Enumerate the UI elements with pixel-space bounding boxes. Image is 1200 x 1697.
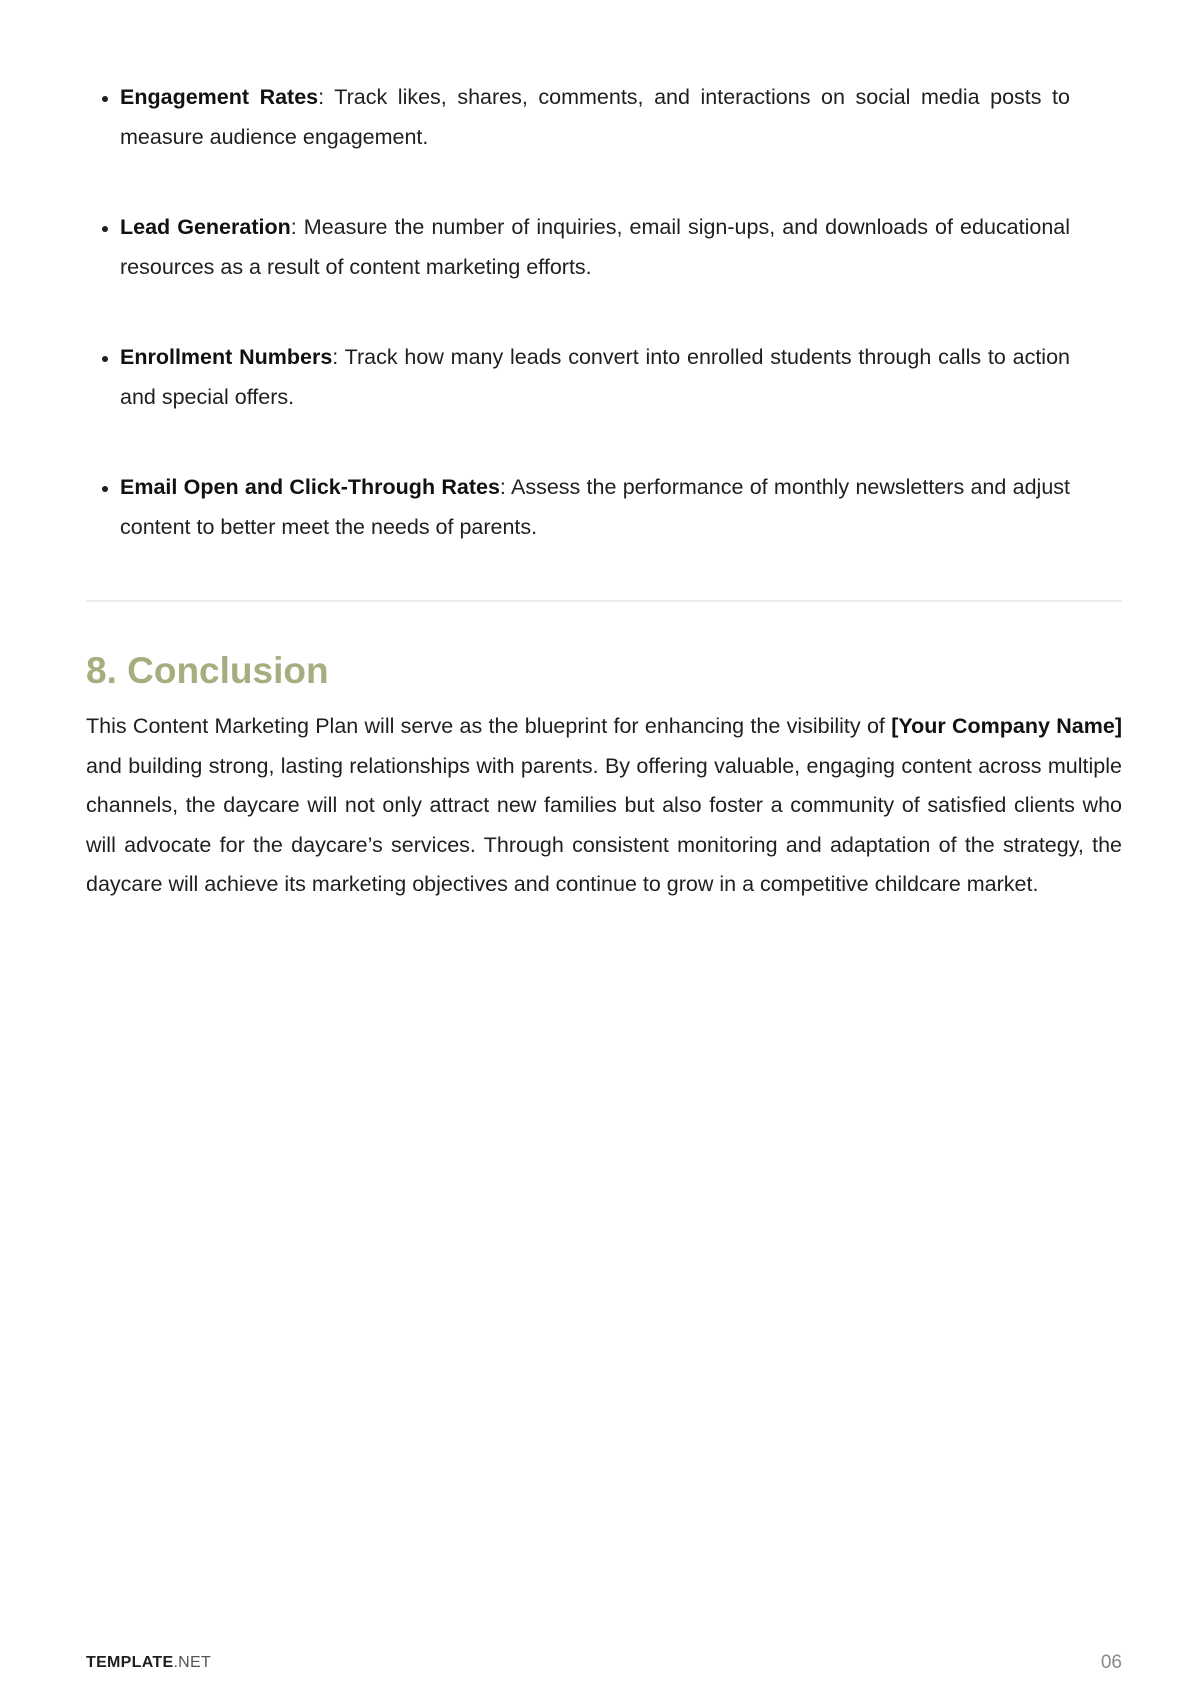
conclusion-text-after: and building strong, lasting relationships with parents. By offering valuable, engaging content across multiple channels, the daycare will not only attract new families but also foster a community of satisfied clients who will advocate for the daycare’s services. Through consistent monitoring and adaptation of the strategy, the daycare will achieve its marketing objectives and continue to grow in a competitive childcare market. bbox=[86, 753, 1122, 896]
section-divider bbox=[86, 600, 1122, 602]
conclusion-paragraph bbox=[86, 707, 1122, 905]
bullet-term: Engagement Rates bbox=[120, 85, 319, 109]
conclusion-text-before: This Content Marketing Plan will serve as the blueprint for enhancing the visibility of bbox=[86, 714, 892, 738]
page-number: 06 bbox=[1100, 1652, 1122, 1673]
bullet-dot-icon bbox=[102, 96, 108, 102]
bullet-term: Enrollment Numbers bbox=[120, 345, 333, 369]
bullet-item-email-rates bbox=[86, 468, 1070, 547]
footer-brand-logo bbox=[86, 1654, 211, 1672]
company-name-placeholder: [Your Company Name] bbox=[891, 714, 1122, 738]
bullet-text: : Assess the performance of monthly newsletters and adjust content to better meet the needs of parents. bbox=[120, 475, 1070, 539]
bullet-dot-icon bbox=[102, 356, 108, 362]
bullet-item-lead-generation bbox=[86, 208, 1070, 287]
brand-light: .NET bbox=[173, 1654, 212, 1671]
bullet-term: Lead Generation bbox=[120, 215, 291, 239]
bullet-text: : Measure the number of inquiries, email sign-ups, and downloads of educational resources as a result of content marketing efforts. bbox=[120, 215, 1071, 279]
bullet-dot-icon bbox=[102, 226, 108, 232]
bullet-item-engagement-rates bbox=[86, 78, 1070, 157]
conclusion-heading: 8. Conclusion bbox=[86, 650, 329, 691]
bullet-item-enrollment-numbers bbox=[86, 338, 1070, 417]
bullet-text: : Track likes, shares, comments, and interactions on social media posts to measure audience engagement. bbox=[120, 85, 1070, 149]
brand-bold: TEMPLATE bbox=[86, 1654, 174, 1671]
bullet-dot-icon bbox=[102, 486, 108, 492]
bullet-term: Email Open and Click-Through Rates bbox=[120, 475, 500, 499]
bullet-text: : Track how many leads convert into enrolled students through calls to action and special offers. bbox=[120, 345, 1070, 409]
metrics-bullet-list bbox=[86, 78, 1070, 598]
